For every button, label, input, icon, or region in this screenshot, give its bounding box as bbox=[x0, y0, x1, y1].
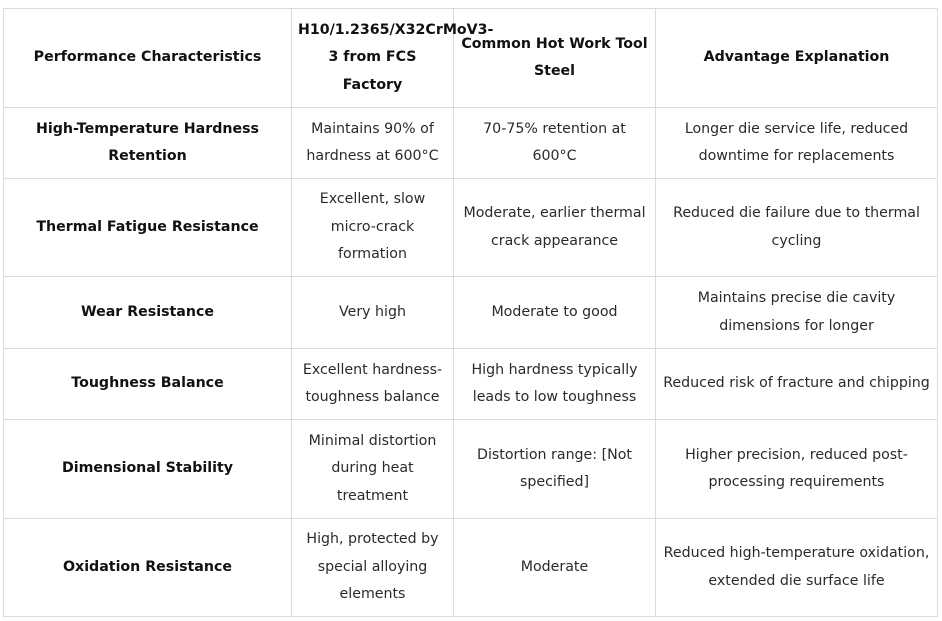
row-common-value: Moderate, earlier thermal crack appearance bbox=[454, 179, 656, 277]
header-fcs-steel: H10/1.2365/X32CrMoV3-3 from FCS Factory bbox=[292, 9, 454, 108]
comparison-table-container bbox=[3, 8, 937, 617]
row-advantage: Reduced risk of fracture and chipping bbox=[656, 349, 938, 420]
row-characteristic: Oxidation Resistance bbox=[4, 519, 292, 617]
row-advantage: Higher precision, reduced post-processing requirements bbox=[656, 420, 938, 519]
table-header-row bbox=[4, 9, 938, 108]
row-advantage: Maintains precise die cavity dimensions for longer bbox=[656, 277, 938, 349]
row-common-value: Moderate to good bbox=[454, 277, 656, 349]
row-fcs-value: Maintains 90% of hardness at 600°C bbox=[292, 108, 454, 179]
row-fcs-value: Excellent hardness-toughness balance bbox=[292, 349, 454, 420]
header-performance-characteristics: Performance Characteristics bbox=[4, 9, 292, 108]
header-advantage-explanation: Advantage Explanation bbox=[656, 9, 938, 108]
row-characteristic: Toughness Balance bbox=[4, 349, 292, 420]
row-common-value: Moderate bbox=[454, 519, 656, 617]
comparison-table bbox=[3, 8, 938, 617]
row-common-value: High hardness typically leads to low toughness bbox=[454, 349, 656, 420]
header-common-steel: Common Hot Work Tool Steel bbox=[454, 9, 656, 108]
row-characteristic: Wear Resistance bbox=[4, 277, 292, 349]
table-row bbox=[4, 420, 938, 519]
row-common-value: Distortion range: [Not specified] bbox=[454, 420, 656, 519]
table-row bbox=[4, 349, 938, 420]
table-row bbox=[4, 519, 938, 617]
table-row bbox=[4, 277, 938, 349]
row-characteristic: Dimensional Stability bbox=[4, 420, 292, 519]
row-characteristic: High-Temperature Hardness Retention bbox=[4, 108, 292, 179]
table-row bbox=[4, 179, 938, 277]
row-fcs-value: Very high bbox=[292, 277, 454, 349]
row-fcs-value: Minimal distortion during heat treatment bbox=[292, 420, 454, 519]
row-advantage: Reduced die failure due to thermal cycling bbox=[656, 179, 938, 277]
row-advantage: Longer die service life, reduced downtime for replacements bbox=[656, 108, 938, 179]
row-characteristic: Thermal Fatigue Resistance bbox=[4, 179, 292, 277]
row-fcs-value: Excellent, slow micro-crack formation bbox=[292, 179, 454, 277]
row-fcs-value: High, protected by special alloying elements bbox=[292, 519, 454, 617]
row-advantage: Reduced high-temperature oxidation, extended die surface life bbox=[656, 519, 938, 617]
table-row bbox=[4, 108, 938, 179]
row-common-value: 70-75% retention at 600°C bbox=[454, 108, 656, 179]
